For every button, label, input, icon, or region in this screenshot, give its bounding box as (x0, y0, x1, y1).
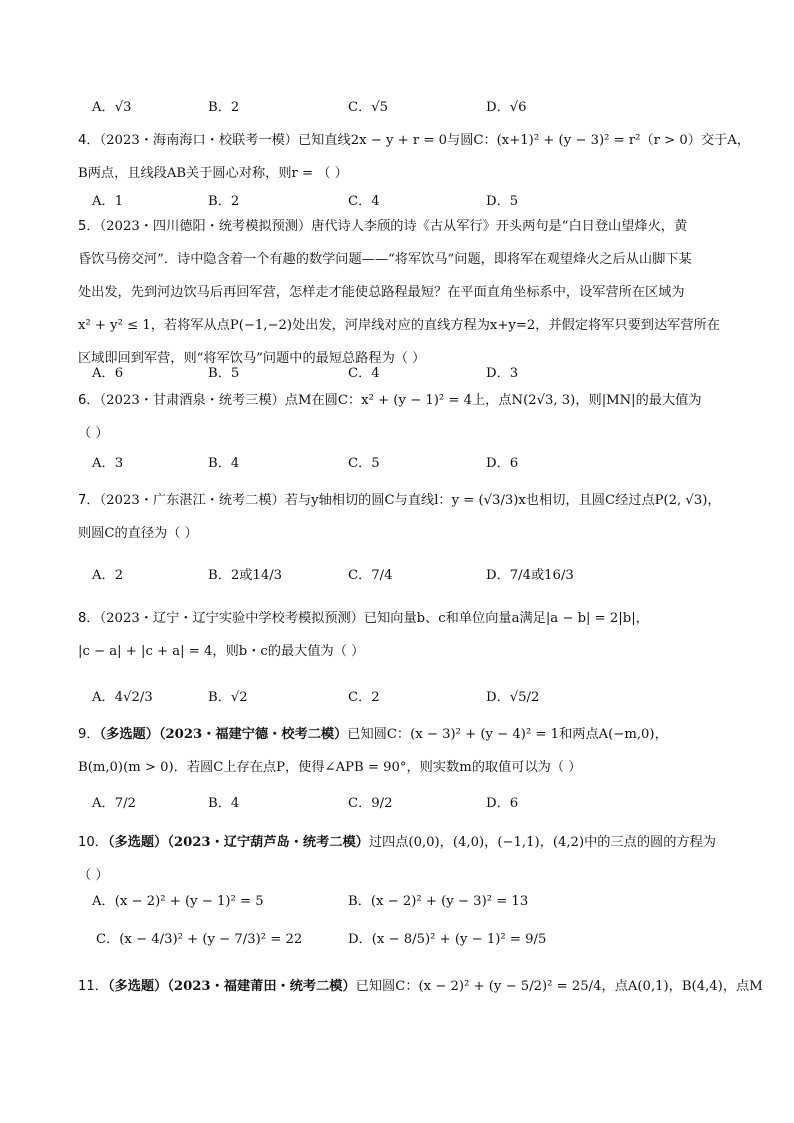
q9-option-c: C．9/2 (348, 796, 393, 811)
q10-option-c: C．(x − 4/3)² + (y − 7/3)² = 22 (96, 932, 303, 947)
q5-line-1: 5．（2023・四川德阳・统考模拟预测）唐代诗人李颀的诗《古从军行》开头两句是“白日登山望烽火，黄 (78, 219, 688, 234)
question-5 (78, 210, 718, 375)
q7-line-1: 7．（2023・广东湛江・统考二模）若与y轴相切的圆C与直线l：y = (√3/3)x也相切，且圆C经过点P(2, √3)， (78, 493, 721, 508)
question-9 (78, 718, 718, 784)
q8-option-a: A．4√2/3 (92, 690, 153, 705)
q9-option-d: D．6 (486, 796, 519, 811)
q6-line-2: （ ） (78, 426, 109, 441)
q8-line-1: 8．（2023・辽宁・辽宁实验中学校考模拟预测）已知向量b、c和单位向量a满足|a − b| = 2|b|， (78, 611, 649, 626)
q9-line-1: 9．（多选题）（2023・福建宁德・校考二模）已知圆C：(x − 3)² + (y − 4)² = 1和两点A(−m,0)， (78, 727, 668, 742)
q7-option-b: B．2或14/3 (208, 568, 283, 583)
q5-line-5: 区域即回到军营，则“将军饮马”问题中的最短总路程为（ ） (78, 351, 426, 366)
q5-option-b: B．5 (208, 366, 240, 381)
q6-line-1: 6．（2023・甘肃酒泉・统考三模）点M在圆C：x² + (y − 1)² = 4上，点N(2√3, 3)，则|MN|的最大值为 (78, 393, 702, 408)
q6-option-c: C．5 (348, 456, 380, 471)
q9-option-b: B．4 (208, 796, 240, 811)
q3-options (92, 96, 712, 120)
q6-options (92, 452, 712, 476)
q7-option-c: C．7/4 (348, 568, 393, 583)
q5-line-3: 处出发，先到河边饮马后再回军营，怎样走才能使总路程最短？在平面直角坐标系中，设军营所在区域为 (78, 285, 685, 300)
q4-line-1: 4．（2023・海南海口・校联考一模）已知直线2x − y + r = 0与圆C：(x+1)² + (y − 3)² = r²（r > 0）交于A， (78, 133, 751, 148)
q4-option-a: A．1 (92, 194, 124, 209)
q8-line-2: |c − a| + |c + a| = 4，则b・c的最大值为（ ） (78, 644, 365, 659)
q8-option-b: B．√2 (208, 690, 248, 705)
q3-option-b: B．2 (208, 100, 240, 115)
q5-option-a: A．6 (92, 366, 124, 381)
question-6 (78, 384, 718, 450)
q10-option-a: A．(x − 2)² + (y − 1)² = 5 (92, 894, 264, 909)
q11-line-1: 11．（多选题）（2023・福建莆田・统考二模）已知圆C：(x − 2)² + (y − 5/2)² = 25/4，点A(0,1)，B(4,4)，点M (78, 979, 763, 994)
q8-options (92, 686, 712, 710)
q6-option-d: D．6 (486, 456, 519, 471)
question-10 (78, 826, 718, 892)
question-4 (78, 124, 751, 190)
question-7 (78, 484, 721, 550)
q7-option-d: D．7/4或16/3 (486, 568, 574, 583)
q9-option-a: A．7/2 (92, 796, 136, 811)
q5-line-2: 昏饮马傍交河”．诗中隐含着一个有趣的数学问题——“将军饮马”问题，即将军在观望烽火之后从山脚下某 (78, 252, 692, 267)
q10-line-2: （ ） (78, 868, 109, 883)
q3-option-a: A．√3 (92, 100, 132, 115)
q3-option-d: D．√6 (486, 100, 527, 115)
q7-options (92, 564, 712, 588)
q4-option-b: B．2 (208, 194, 240, 209)
q7-option-a: A．2 (92, 568, 124, 583)
q10-options (92, 890, 712, 950)
q10-line-1: 10．（多选题）（2023・辽宁葫芦岛・统考二模）过四点(0,0)，(4,0)，(−1,1)，(4,2)中的三点的圆的方程为 (78, 835, 716, 850)
q6-option-a: A．3 (92, 456, 124, 471)
q4-option-d: D．5 (486, 194, 519, 209)
q9-options (92, 792, 712, 816)
q5-option-d: D．3 (486, 366, 519, 381)
question-8 (78, 602, 718, 668)
q5-line-4: x² + y² ≤ 1，若将军从点P(−1,−2)处出发，河岸线对应的直线方程为x+y=2，并假定将军只要到达军营所在 (78, 318, 720, 333)
q4-line-2: B两点，且线段AB关于圆心对称，则r = （ ） (78, 166, 348, 181)
q8-option-c: C．2 (348, 690, 380, 705)
question-11 (78, 970, 763, 1003)
q3-option-c: C．√5 (348, 100, 389, 115)
q4-option-c: C．4 (348, 194, 380, 209)
q10-option-d: D．(x − 8/5)² + (y − 1)² = 9/5 (348, 932, 547, 947)
q7-line-2: 则圆C的直径为（ ） (78, 526, 198, 541)
q5-options (92, 362, 712, 386)
q5-option-c: C．4 (348, 366, 380, 381)
q9-line-2: B(m,0)(m > 0)．若圆C上存在点P，使得∠APB = 90°，则实数m的取值可以为（ ） (78, 760, 582, 775)
q8-option-d: D．√5/2 (486, 690, 540, 705)
q10-option-b: B．(x − 2)² + (y − 3)² = 13 (348, 894, 529, 909)
q6-option-b: B．4 (208, 456, 240, 471)
